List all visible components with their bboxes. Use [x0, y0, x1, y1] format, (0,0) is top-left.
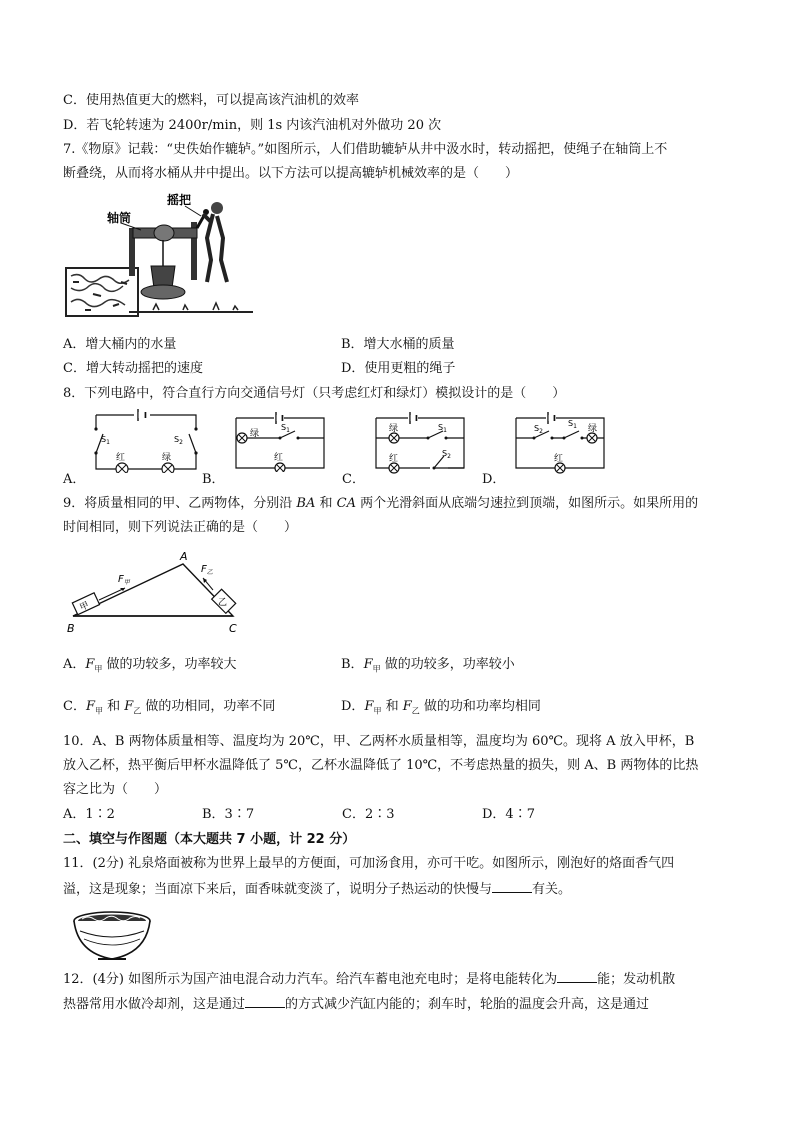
q7-option-b: B．增大水桶的质量: [341, 337, 455, 352]
switch-label: $S_1$: [281, 423, 290, 434]
vertex-c-label: C: [229, 622, 237, 635]
answer-blank[interactable]: [245, 995, 285, 1008]
q10-option-b: B．3∶7: [202, 807, 255, 822]
switch-label: $S_1$: [568, 419, 577, 430]
switch-label: $S_1$: [438, 423, 447, 434]
lamp-label-green: 绿: [588, 424, 598, 434]
q9-option-b: B．$F_甲$ 做的功较多，功率较小: [341, 657, 515, 674]
label-crank: 摇把: [167, 193, 192, 207]
block-yi-label: 乙: [218, 598, 228, 608]
lamp-label-red: 红: [116, 453, 126, 463]
q10-stem-line2: 放入乙杯，热平衡后甲杯水温降低了 5℃，乙杯水温降低了 10℃，不考虑热量的损失，则 A、B 两物体的比热: [63, 758, 699, 773]
q9-stem-line2: 时间相同，则下列说法正确的是（ ）: [63, 520, 298, 535]
q10-option-c: C．2∶3: [342, 807, 395, 822]
circuit-b: [232, 410, 328, 472]
answer-blank[interactable]: [557, 970, 597, 983]
vertex-a-label: A: [180, 550, 188, 563]
section-heading: 二、填空与作图题（本大题共 7 小题，计 22 分）: [63, 832, 356, 847]
q7-stem-line1: 7.《物原》记载：“史佚始作辘轳。”如图所示，人们借助辘轳从井中汲水时，转动摇把，使绳子在轴筒上不: [63, 142, 668, 157]
q11-stem-line1: 11．(2分) 礼泉烙面被称为世界上最早的方便面，可加汤食用，亦可干吃。如图所示，刚泡好的烙面香气四: [63, 856, 675, 871]
q8-option-a: A．: [63, 472, 86, 487]
q8-option-d: D．: [482, 472, 506, 487]
q9-option-d: D．$F_甲$ 和 $F_乙$ 做的功和功率均相同: [341, 699, 541, 716]
q6-option-d: D．若飞轮转速为 2400r/min，则 1s 内该汽油机对外做功 20 次: [63, 118, 442, 133]
windlass-illustration: [63, 192, 253, 324]
block-jia-label: 甲: [78, 600, 91, 614]
switch-label: $S_2$: [174, 435, 183, 446]
q12-stem-line1: 12．(4分) 如图所示为国产油电混合动力汽车。给汽车蓄电池充电时；是将电能转化为 能；发动机散: [63, 972, 676, 987]
circuit-a: [92, 407, 200, 473]
q6-option-c: C．使用热值更大的燃料，可以提高该汽油机的效率: [63, 93, 359, 108]
q10-option-d: D．4∶7: [482, 807, 535, 822]
q9-stem-line1: 9．将质量相同的甲、乙两物体，分别沿 BA 和 CA 两个光滑斜面从底端匀速拉到顶端，如图所示。如果所用的: [63, 496, 699, 511]
vertex-b-label: B: [67, 622, 75, 635]
q9-option-c: C．$F_甲$ 和 $F_乙$ 做的功相同，功率不同: [63, 699, 276, 716]
switch-label: $S_2$: [442, 449, 451, 460]
lamp-label-green: 绿: [389, 424, 399, 434]
lamp-label-green: 绿: [250, 429, 260, 439]
q8-stem: 8．下列电路中，符合直行方向交通信号灯（只考虑红灯和绿灯）模拟设计的是（ ）: [63, 386, 566, 401]
q10-stem-line3: 容之比为（ ）: [63, 782, 168, 797]
q11-stem-line2: 溢，这是现象；当面凉下来后，面香味就变淡了，说明分子热运动的快慢与 有关。: [63, 882, 572, 897]
circuit-d: [512, 410, 608, 474]
noodle-bowl-illustration: [70, 907, 154, 967]
q8-option-c: C．: [342, 472, 365, 487]
force-yi-label: $F_乙$: [201, 564, 213, 576]
q7-option-a: A．增大桶内的水量: [63, 337, 177, 352]
q12-stem-line2: 热器常用水做冷却剂，这是通过 的方式减少汽缸内能的；刹车时，轮胎的温度会升高，这是通过: [63, 997, 650, 1012]
q10-stem-line1: 10．A、B 两物体质量相等、温度均为 20℃，甲、乙两杯水质量相等，温度均为 60℃。现将 A 放入甲杯，B: [63, 734, 695, 749]
circuit-c: [372, 410, 468, 474]
force-jia-label: $F_甲$: [118, 574, 130, 586]
q8-option-b: B．: [202, 472, 225, 487]
switch-label: $S_1$: [101, 435, 110, 446]
label-axle-drum: 轴筒: [107, 211, 132, 225]
incline-diagram: [63, 546, 253, 638]
answer-blank[interactable]: [492, 880, 532, 893]
switch-label: $S_2$: [534, 424, 543, 435]
q10-option-a: A．1∶2: [63, 807, 115, 822]
lamp-label-red: 红: [554, 454, 564, 464]
lamp-label-green: 绿: [162, 453, 172, 463]
lamp-label-red: 红: [274, 453, 284, 463]
q7-option-c: C．增大转动摇把的速度: [63, 361, 203, 376]
q7-stem-line2: 断叠绕，从而将水桶从井中提出。以下方法可以提高辘轳机械效率的是（ ）: [63, 166, 519, 181]
q9-option-a: A．$F_甲$ 做的功较多，功率较大: [63, 657, 237, 674]
lamp-label-red: 红: [389, 454, 399, 464]
q7-option-d: D．使用更粗的绳子: [341, 361, 456, 376]
